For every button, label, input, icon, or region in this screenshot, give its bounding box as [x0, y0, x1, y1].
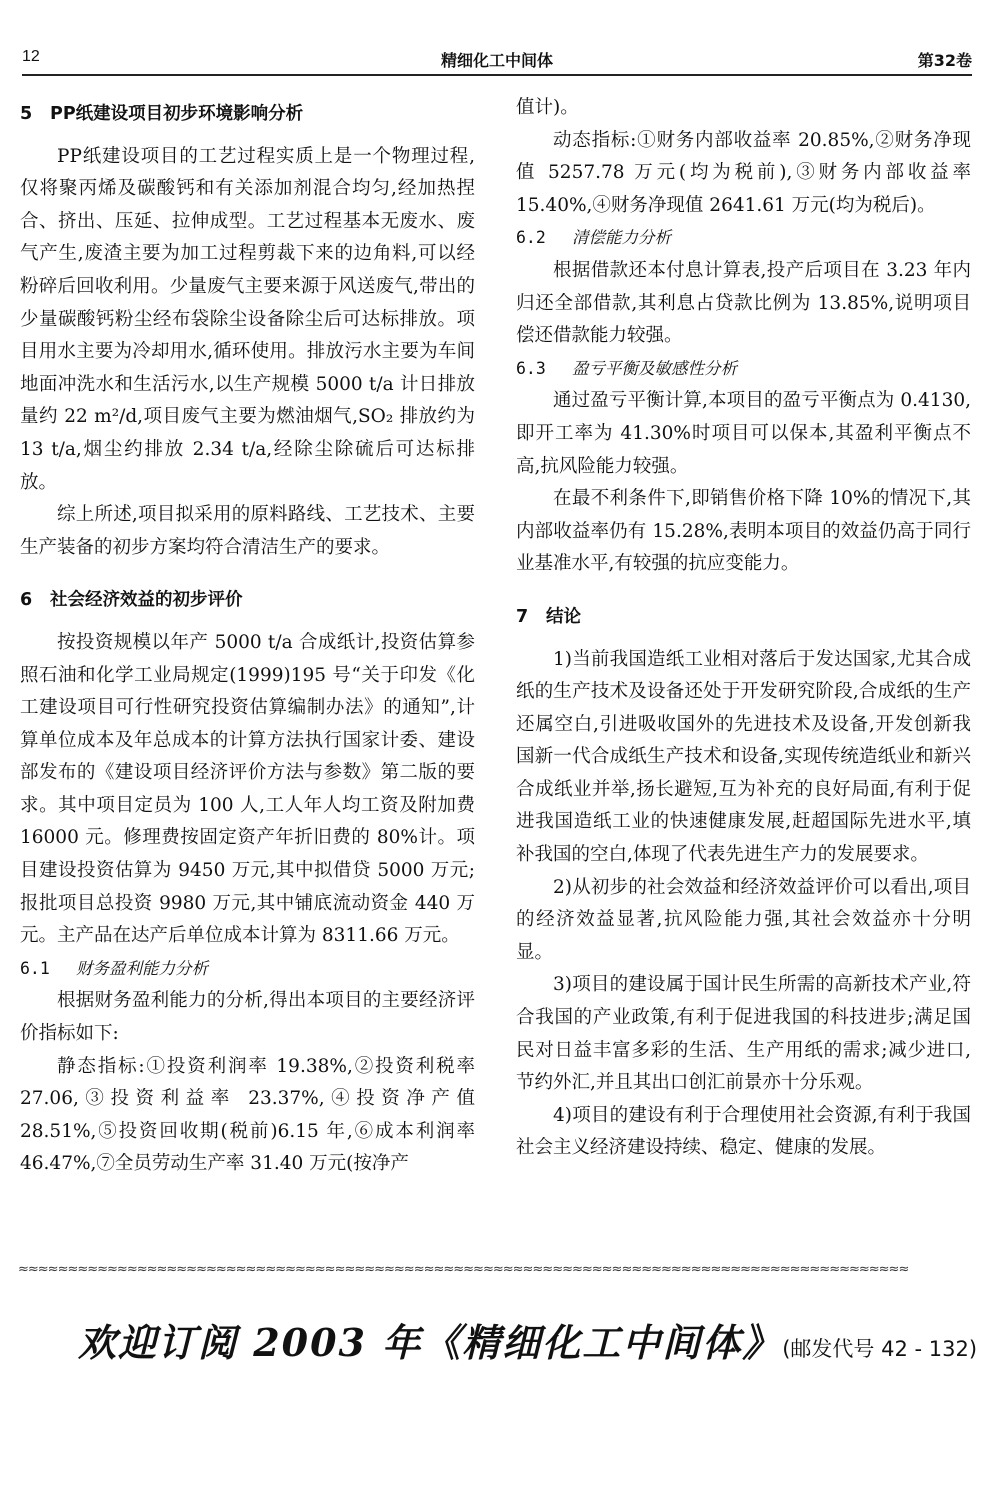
paragraph: 根据借款还本付息计算表,投产后项目在 3.23 年内归还全部借款,其利息占贷款比例为 13.85%,说明项目偿还借款能力较强。 [516, 259, 971, 347]
section-5-heading [20, 98, 475, 131]
conclusion-item: 1)当前我国造纸工业相对落后于发达国家,尤其合成纸的生产技术及设备还处于开发研究阶段,合成纸的生产还属空白,引进吸收国外的先进技术及设备,开发创新我国新一代合成纸生产技术和设备,实现传统造纸业和新兴合成纸业并举,扬长避短,互为补充的良好局面,有利于促进我国造纸工业的快速健康发展,赶超国际先进水平,填补我国的空白,体现了代表先进生产力的发展要求。 [516, 648, 971, 866]
section-number: 7 [516, 606, 529, 627]
section-title: 社会经济效益的初步评价 [50, 590, 243, 611]
subscription-ad [78, 1312, 977, 1367]
left-column [20, 92, 475, 1181]
subsection-number: 6.3 [516, 358, 546, 378]
section-number: 6 [20, 590, 33, 611]
conclusion-item: 3)项目的建设属于国计民生所需的高新技术产业,符合我国的产业政策,有利于促进我国的科技进步;满足国民对日益丰富多彩的生活、生产用纸的需求;减少进口,节约外汇,并且其出口创汇前景亦十分乐观。 [516, 974, 971, 1094]
section-title: PP纸建设项目初步环境影响分析 [50, 104, 304, 124]
volume-label: 第32卷 [917, 51, 972, 70]
section-7-heading [516, 601, 971, 634]
paragraph: 综上所述,项目拟采用的原料路线、工艺技术、主要生产装备的初步方案均符合清洁生产的要求。 [20, 504, 475, 558]
section-number: 5 [20, 104, 33, 124]
running-header [22, 44, 972, 76]
subsection-title: 清偿能力分析 [572, 228, 671, 248]
subsection-6-3-heading [516, 353, 971, 386]
subsection-6-2-heading [516, 222, 971, 255]
section-6-heading [20, 584, 475, 617]
subsection-6-1-heading [20, 953, 475, 986]
subsection-number: 6.1 [20, 958, 50, 978]
journal-title: 精细化工中间体 [440, 51, 553, 70]
subsection-number: 6.2 [516, 228, 546, 248]
paragraph: 动态指标:①财务内部收益率 20.85%,②财务净现值 5257.78 万元(均为税前),③财务内部收益率 15.40%,④财务净现值 2641.61 万元(均为税后)。 [516, 129, 971, 216]
paragraph: 根据财务盈利能力的分析,得出本项目的主要经济评价指标如下: [20, 990, 475, 1045]
section-title: 结论 [546, 606, 581, 627]
subsection-title: 盈亏平衡及敏感性分析 [572, 358, 737, 378]
page-number: 12 [22, 48, 40, 65]
decorative-divider: ≈≈≈≈≈≈≈≈≈≈≈≈≈≈≈≈≈≈≈≈≈≈≈≈≈≈≈≈≈≈≈≈≈≈≈≈≈≈≈≈≈≈≈≈≈≈≈≈≈≈≈≈≈≈≈≈≈≈≈≈≈≈≈≈≈≈≈≈≈≈≈≈≈≈≈≈≈≈≈≈≈≈≈≈≈≈≈≈≈≈ [18, 1262, 909, 1276]
conclusion-item: 2)从初步的社会效益和经济效益评价可以看出,项目的经济效益显著,抗风险能力强,其社会效益亦十分明显。 [516, 876, 971, 963]
paragraph: 在最不利条件下,即销售价格下降 10%的情况下,其内部收益率仍有 15.28%,表明本项目的效益仍高于同行业基准水平,有较强的抗应变能力。 [516, 488, 971, 575]
ad-headline: 欢迎订阅 2003 年《精细化工中间体》 [78, 1320, 783, 1365]
conclusion-item: 4)项目的建设有利于合理使用社会资源,有利于我国社会主义经济建设持续、稳定、健康的发展。 [516, 1104, 971, 1159]
paragraph: 按投资规模以年产 5000 t/a 合成纸计,投资估算参照石油和化学工业局规定(1999)195 号“关于印发《化工建设项目可行性研究投资估算编制办法》的通知”,计算单位成本及年总成本的计算方法执行国家计委、建设部发布的《建设项目经济评价方法与参数》第二版的要求。其中项目定员为 100 人,工人年人均工资及附加费 16000 元。修理费按固定资产年折旧费的 80%计。项目建设投资估算为 9450 万元,其中拟借贷 5000 万元;报批项目总投资 9980 万元,其中铺底流动资金 440 万元。主产品在达产后单位成本计算为 8311.66 万元。 [20, 631, 475, 947]
right-column [516, 92, 971, 1165]
paragraph: 通过盈亏平衡计算,本项目的盈亏平衡点为 0.4130,即开工率为 41.30%时项目可以保本,其盈利平衡点不高,抗风险能力较强。 [516, 390, 971, 477]
subsection-title: 财务盈利能力分析 [76, 958, 208, 978]
paragraph: PP纸建设项目的工艺过程实质上是一个物理过程,仅将聚丙烯及碳酸钙和有关添加剂混合均匀,经加热捏合、挤出、压延、拉伸成型。工艺过程基本无废水、废气产生,废渣主要为加工过程剪裁下来的边角料,可以经粉碎后回收利用。少量废气主要来源于风送废气,带出的少量碳酸钙粉尘经布袋除尘设备除尘后可达标排放。项目用水主要为冷却用水,循环使用。排放污水主要为车间地面冲洗水和生活污水,以生产规模 5000 t/a 计日排放量约 22 m²/d,项目废气主要为燃油烟气,SO₂ 排放约为 13 t/a,烟尘约排放 2.34 t/a,经除尘除硫后可达标排放。 [20, 145, 475, 493]
paragraph: 静态指标:①投资利润率 19.38%,②投资利税率27.06,③投资利益率 23.37%,④投资净产值 28.51%,⑤投资回收期(税前)6.15 年,⑥成本利润率 46.47%,⑦全员劳动生产率 31.40 万元(按净产 [20, 1055, 475, 1175]
paragraph: 值计)。 [516, 97, 579, 118]
postal-code: (邮发代号 42 - 132) [782, 1337, 978, 1361]
